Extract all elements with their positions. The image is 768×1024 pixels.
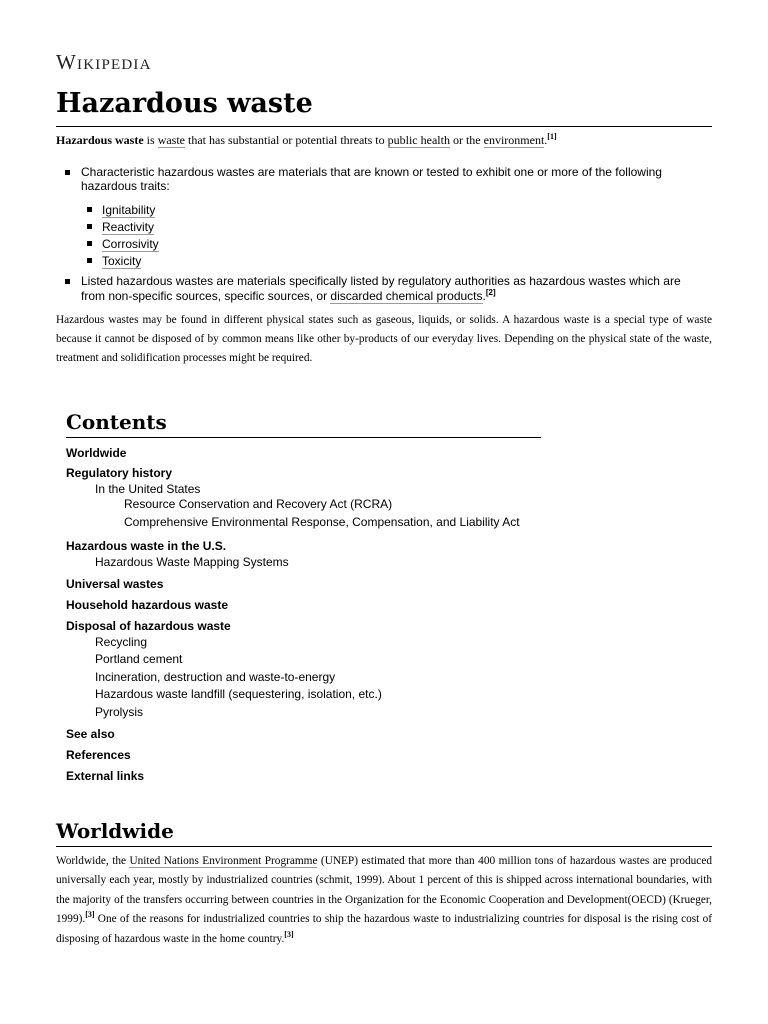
list-item-text: hazardous traits: [81, 179, 170, 193]
bullet-icon [87, 258, 92, 263]
toc-item-cercla[interactable]: Comprehensive Environmental Response, Compensation, and Liability Act [124, 515, 520, 529]
link-corrosivity[interactable]: Corrosivity [102, 237, 159, 251]
link-reactivity[interactable]: Reactivity [102, 220, 155, 234]
link-waste[interactable]: waste [157, 133, 186, 147]
toc-item-incineration[interactable]: Incineration, destruction and waste-to-energy [95, 670, 336, 684]
list-item-text [81, 289, 496, 303]
toc-item-universal-wastes[interactable]: Universal wastes [66, 577, 164, 591]
toc-item-external-links[interactable]: External links [66, 769, 145, 783]
intro-term: Hazardous waste [56, 133, 144, 147]
link-environment[interactable]: environment [483, 133, 545, 147]
intro-text: . [544, 133, 548, 147]
toc-item-household-hazardous-waste[interactable]: Household hazardous waste [66, 598, 229, 612]
toc-divider [66, 437, 541, 438]
bullet-icon [87, 207, 92, 212]
title-divider [56, 126, 712, 127]
list-item-text: . [482, 289, 486, 303]
toc-item-worldwide[interactable]: Worldwide [66, 446, 127, 460]
link-unep[interactable]: United Nations Environment Programme [129, 855, 318, 867]
list-item-text: Listed hazardous wastes are materials specifically listed by regulatory authorities as hazardous wastes which are [81, 274, 681, 288]
toc-item-recycling[interactable]: Recycling [95, 635, 148, 649]
toc-item-regulatory-history[interactable]: Regulatory history [66, 466, 173, 480]
link-toxicity[interactable]: Toxicity [102, 254, 142, 268]
toc-item-portland-cement[interactable]: Portland cement [95, 652, 183, 666]
toc-item-mapping-systems[interactable]: Hazardous Waste Mapping Systems [95, 555, 289, 569]
intro-text: or the [449, 133, 484, 147]
toc-item-disposal[interactable]: Disposal of hazardous waste [66, 619, 231, 633]
bullet-icon [65, 279, 70, 284]
toc-item-see-also[interactable]: See also [66, 727, 115, 741]
link-public-health[interactable]: public health [387, 133, 450, 147]
paragraph-text: (UNEP) estimated that more than 400 million tons of hazardous wastes are produced universally each year, mostly by industrialized countries (schmit, 1999). About 1 percent of this is shipped across international boundaries, with the majority of the transfers occurring between countries in the Organization for the Economic Cooperation and Development(OECD) (Krueger, 1999). [56, 855, 712, 926]
reference-link[interactable]: [1] [547, 132, 557, 141]
section-title-worldwide: Worldwide [56, 819, 174, 843]
paragraph-text: Worldwide, the [56, 855, 130, 867]
wikipedia-logo[interactable]: Wikipedia [56, 50, 152, 74]
toc-item-pyrolysis[interactable]: Pyrolysis [95, 705, 144, 719]
reference-link[interactable]: [3] [85, 910, 95, 920]
worldwide-paragraph [56, 852, 712, 949]
link-ignitability[interactable]: Ignitability [102, 203, 156, 217]
link-discarded-chemical-products[interactable]: discarded chemical products [330, 289, 483, 303]
bullet-icon [65, 170, 70, 175]
toc-title: Contents [66, 410, 167, 434]
reference-link[interactable]: [2] [485, 288, 496, 297]
bullet-icon [87, 241, 92, 246]
intro-text: is [143, 133, 158, 147]
bullet-icon [87, 224, 92, 229]
intro-text: that has substantial or potential threats to [185, 133, 388, 147]
list-item-text: from non-specific sources, specific sources, or [81, 289, 331, 303]
list-item-text: Characteristic hazardous wastes are materials that are known or tested to exhibit one or more of the following [81, 165, 662, 179]
reference-link[interactable]: [3] [284, 929, 294, 939]
page-title: Hazardous waste [56, 88, 313, 119]
toc-item-united-states[interactable]: In the United States [95, 482, 201, 496]
toc-item-landfill[interactable]: Hazardous waste landfill (sequestering, isolation, etc.) [95, 687, 382, 701]
paragraph-text: One of the reasons for industrialized countries to ship the hazardous waste to industrializing countries for disposal is the rising cost of disposing of hazardous waste in the home country. [56, 913, 712, 945]
toc-item-rcra[interactable]: Resource Conservation and Recovery Act (RCRA) [124, 497, 393, 511]
toc-item-references[interactable]: References [66, 748, 131, 762]
toc-item-hazardous-waste-us[interactable]: Hazardous waste in the U.S. [66, 539, 227, 553]
intro-paragraph: Hazardous wastes may be found in different physical states such as gaseous, liquids, or solids. A hazardous waste is a special type of waste because it cannot be disposed of by common means like other by-products of our everyday lives. Depending on the physical state of the waste, treatment and solidification processes might be required. [56, 314, 712, 364]
section-divider [56, 846, 712, 847]
intro-sentence [56, 131, 557, 149]
